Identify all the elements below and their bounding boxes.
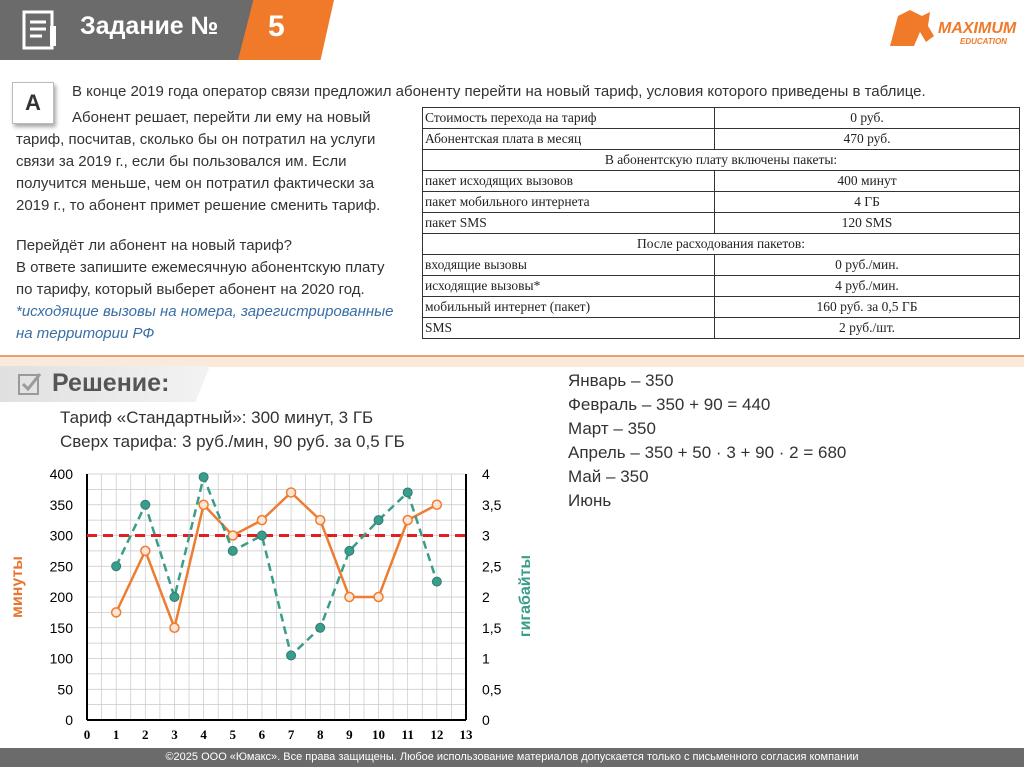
table-row xyxy=(423,213,1020,234)
table-cell-label: входящие вызовы xyxy=(423,255,715,276)
y-right-tick-label: 0,5 xyxy=(482,681,502,698)
x-tick-label: 10 xyxy=(372,727,386,742)
y-right-tick-label: 4 xyxy=(482,466,490,482)
minutes-point xyxy=(112,608,121,617)
minutes-point xyxy=(257,516,266,525)
table-row xyxy=(423,234,1020,255)
number-banner xyxy=(238,0,334,60)
table-cell-value: 2 руб./шт. xyxy=(715,318,1020,339)
table-cell-label: Абонентская плата в месяц xyxy=(423,129,715,150)
gigabytes-point xyxy=(228,546,237,555)
calc-line: Июнь xyxy=(568,491,612,510)
y-left-tick-label: 350 xyxy=(49,496,73,513)
x-tick-label: 13 xyxy=(459,727,473,742)
y-left-tick-label: 200 xyxy=(49,589,73,605)
problem-line: связи за 2019 г., если бы пользовался им. Если xyxy=(16,153,347,170)
table-cell-value: 0 руб. xyxy=(715,108,1020,129)
y-left-tick-label: 100 xyxy=(49,650,73,667)
gigabytes-point xyxy=(257,531,266,540)
calc-line: Февраль – 350 + 90 = 440 xyxy=(568,395,771,414)
table-cell-label: исходящие вызовы* xyxy=(423,276,715,297)
gigabytes-point xyxy=(112,562,121,571)
section-divider xyxy=(0,355,1024,367)
minutes-point xyxy=(316,516,325,525)
minutes-point xyxy=(141,546,150,555)
table-row xyxy=(423,276,1020,297)
minutes-point xyxy=(432,500,441,509)
table-cell-value: 120 SMS xyxy=(715,213,1020,234)
y-axis-right-label: гигабайты xyxy=(517,554,534,638)
monthly-calculations xyxy=(568,369,846,513)
minutes-point xyxy=(403,516,412,525)
minutes-point xyxy=(228,531,237,540)
y-left-tick-label: 0 xyxy=(65,712,73,728)
footer-copyright: ©2025 ООО «Юмакс». Все права защищены. Любое использование материалов допускается только с письменного согласия компании xyxy=(0,748,1024,767)
table-row xyxy=(423,297,1020,318)
gigabytes-point xyxy=(287,651,296,660)
table-cell-value: 470 руб. xyxy=(715,129,1020,150)
table-row xyxy=(423,255,1020,276)
table-row xyxy=(423,318,1020,339)
calc-line: Январь – 350 xyxy=(568,371,674,390)
table-cell-label: пакет мобильного интернета xyxy=(423,192,715,213)
logo-text: MAXIMUM xyxy=(938,20,1017,37)
table-cell-value: 4 руб./мин. xyxy=(715,276,1020,297)
calc-line: Май – 350 xyxy=(568,467,649,486)
overage-tariff-line: Сверх тарифа: 3 руб./мин, 90 руб. за 0,5 ГБ xyxy=(60,432,405,451)
problem-text xyxy=(16,107,414,345)
task-number: 5 xyxy=(268,10,285,43)
x-tick-label: 8 xyxy=(316,727,324,742)
y-left-tick-label: 150 xyxy=(49,619,73,636)
table-section-header: В абонентскую плату включены пакеты: xyxy=(423,150,1020,171)
y-right-tick-label: 2 xyxy=(482,589,490,605)
table-row xyxy=(423,150,1020,171)
calc-line: Апрель – 350 + 50 · 3 + 90 · 2 = 680 xyxy=(568,443,847,462)
x-tick-label: 3 xyxy=(171,727,178,742)
table-section-header: После расходования пакетов: xyxy=(423,234,1020,255)
x-tick-label: 2 xyxy=(142,727,149,742)
gigabytes-point xyxy=(374,516,383,525)
y-left-tick-label: 250 xyxy=(49,558,73,575)
gigabytes-point xyxy=(432,577,441,586)
problem-line: Абонент решает, перейти ли ему на новый xyxy=(72,109,371,126)
page-title: Задание № xyxy=(80,12,219,40)
x-tick-label: 7 xyxy=(287,727,295,742)
question-line: В ответе запишите ежемесячную абонентскую плату xyxy=(16,259,385,276)
table-cell-label: мобильный интернет (пакет) xyxy=(423,297,715,318)
solution-title: Решение: xyxy=(52,369,170,397)
table-cell-value: 400 минут xyxy=(715,171,1020,192)
question-line: Перейдёт ли абонент на новый тариф? xyxy=(16,237,293,254)
y-right-tick-label: 1 xyxy=(482,650,490,667)
table-row xyxy=(423,108,1020,129)
x-tick-label: 9 xyxy=(346,727,353,742)
minutes-point xyxy=(374,593,383,602)
problem-line: тариф, посчитав, сколько бы он потратил на услуги xyxy=(16,131,376,148)
minutes-point xyxy=(199,500,208,509)
table-row xyxy=(423,171,1020,192)
note-line: на территории РФ xyxy=(16,325,155,342)
x-tick-label: 5 xyxy=(229,727,237,742)
y-right-tick-label: 0 xyxy=(482,712,490,728)
table-cell-label: SMS xyxy=(423,318,715,339)
minutes-point xyxy=(345,593,354,602)
x-tick-label: 6 xyxy=(258,727,266,742)
table-row xyxy=(423,129,1020,150)
task-badge: А xyxy=(12,82,54,124)
x-tick-label: 12 xyxy=(430,727,444,742)
gigabytes-point xyxy=(316,623,325,632)
note-line: *исходящие вызовы на номера, зарегистрированные xyxy=(16,303,394,320)
x-tick-label: 4 xyxy=(200,727,207,742)
x-tick-label: 11 xyxy=(401,727,414,742)
task-intro: В конце 2019 года оператор связи предложил абоненту перейти на новый тариф, условия которого приведены в таблице. xyxy=(72,83,926,100)
problem-line: 2019 г., то абонент примет решение сменить тариф. xyxy=(16,197,381,214)
logo-subtext: EDUCATION xyxy=(960,37,1007,46)
question-line: по тарифу, который выберет абонент на 2020 год. xyxy=(16,281,365,298)
tariff-table xyxy=(422,107,1020,339)
y-axis-left-label: минуты xyxy=(9,556,26,618)
y-left-tick-label: 400 xyxy=(49,466,73,482)
table-cell-value: 0 руб./мин. xyxy=(715,255,1020,276)
y-right-tick-label: 1,5 xyxy=(482,619,502,636)
y-right-tick-label: 3 xyxy=(482,527,490,544)
table-cell-label: Стоимость перехода на тариф xyxy=(423,108,715,129)
checkbox-icon xyxy=(18,372,42,396)
gigabytes-point xyxy=(403,488,412,497)
gigabytes-point xyxy=(141,500,150,509)
table-cell-label: пакет SMS xyxy=(423,213,715,234)
y-right-tick-label: 3,5 xyxy=(482,496,502,513)
document-icon xyxy=(18,8,62,52)
problem-line: получится меньше, чем он потратил фактически за xyxy=(16,175,375,192)
table-row xyxy=(423,192,1020,213)
calc-line: Март – 350 xyxy=(568,419,656,438)
minutes-point xyxy=(170,623,179,632)
y-left-tick-label: 300 xyxy=(49,527,73,544)
y-left-tick-label: 50 xyxy=(57,681,73,698)
table-cell-label: пакет исходящих вызовов xyxy=(423,171,715,192)
minutes-point xyxy=(287,488,296,497)
usage-chart xyxy=(0,460,520,748)
x-tick-label: 1 xyxy=(112,727,120,742)
standard-tariff-line: Тариф «Стандартный»: 300 минут, 3 ГБ xyxy=(60,408,374,427)
table-cell-value: 160 руб. за 0,5 ГБ xyxy=(715,297,1020,318)
gigabytes-point xyxy=(170,593,179,602)
x-tick-label: 0 xyxy=(83,727,91,742)
gigabytes-point xyxy=(199,473,208,482)
y-right-tick-label: 2,5 xyxy=(482,558,502,575)
table-cell-value: 4 ГБ xyxy=(715,192,1020,213)
gigabytes-point xyxy=(345,546,354,555)
